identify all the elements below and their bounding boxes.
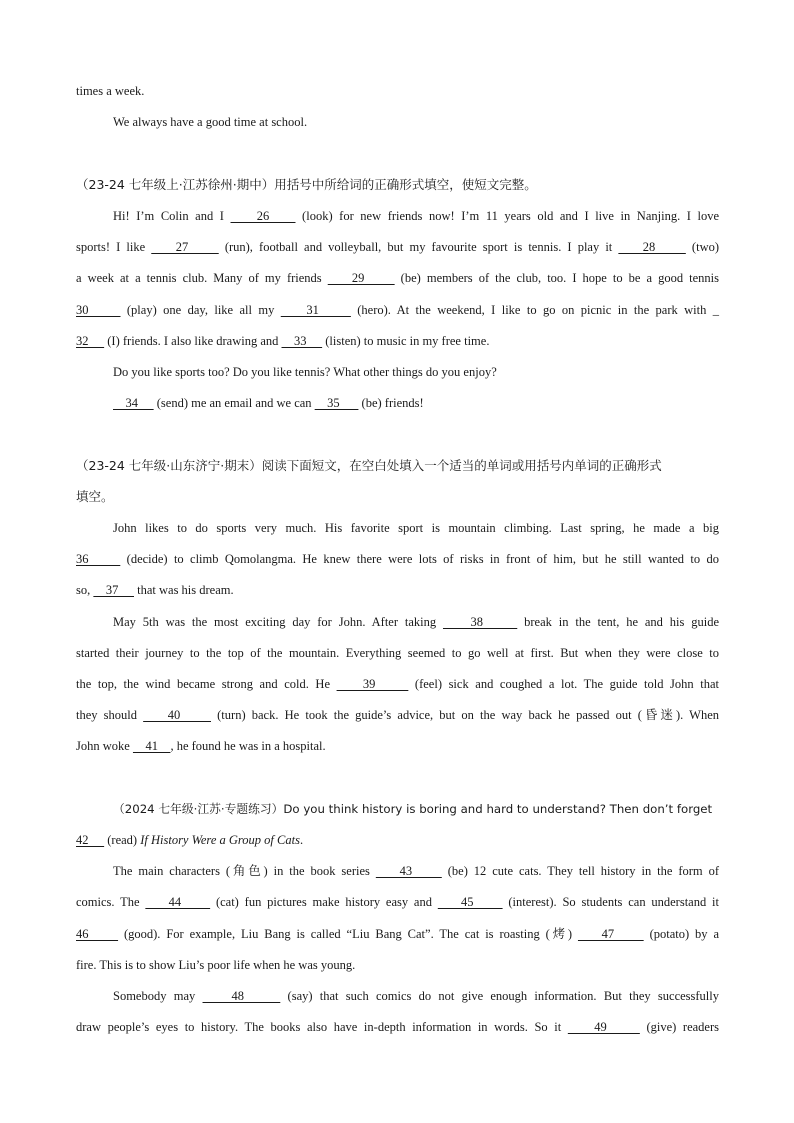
text-line: draw people’s eyes to history. The books also have in-depth information in words. So it 49 (give) readers — [76, 1020, 719, 1034]
text-line: comics. The 44 (cat) fun pictures make history easy and 45 (interest). So students can understand it — [76, 895, 719, 909]
text-line: sports! I like 27 (run), football and volleyball, but my favourite sport is tennis. I play it 28 (two) — [76, 240, 720, 254]
text-line: so, 37 that was his dream. — [76, 583, 234, 597]
answer-blank[interactable]: 33 — [281, 334, 323, 348]
section-heading: （2024 七年级·江苏·专题练习）Do you think history is boring and hard to understand? Then don’t forget — [113, 802, 713, 816]
answer-blank[interactable]: 42 — [76, 833, 105, 847]
text-line: 36 (decide) to climb Qomolangma. He knew there were lots of risks in front of him, but he still wanted to do — [76, 552, 719, 566]
text-line: John woke 41 , he found he was in a hospital. — [76, 739, 326, 753]
answer-blank[interactable]: 28 — [618, 240, 686, 254]
text-line: started their journey to the top of the mountain. Everything seemed to go well at first. But when they were close to — [76, 646, 719, 660]
answer-blank[interactable]: 36 — [76, 552, 121, 566]
book-title: If History Were a Group of Cats — [140, 833, 300, 847]
text-line: The main characters (角色) in the book series 43 (be) 12 cute cats. They tell history in the form of — [113, 864, 719, 878]
answer-blank[interactable]: 46 — [76, 927, 119, 941]
text-line: a week at a tennis club. Many of my friends 29 (be) members of the club, too. I hope to be a good tennis — [76, 271, 719, 285]
answer-blank[interactable]: 44 — [145, 895, 211, 909]
text-line: the top, the wind became strong and cold. He 39 (feel) sick and coughed a lot. The guide told John that — [76, 677, 720, 691]
answer-blank[interactable]: 35 — [314, 396, 359, 410]
answer-blank[interactable]: 31 — [280, 303, 351, 317]
answer-blank[interactable]: 26 — [230, 209, 296, 223]
answer-blank[interactable]: 38 — [442, 615, 518, 629]
text-line: 32 (I) friends. I also like drawing and 33 (listen) to music in my free time. — [76, 334, 490, 348]
answer-blank[interactable]: 27 — [151, 240, 219, 254]
answer-blank[interactable]: 39 — [336, 677, 409, 691]
answer-blank[interactable]: 30 — [76, 303, 121, 317]
text-line: 34 (send) me an email and we can 35 (be) friends! — [113, 396, 424, 410]
text-line: 46 (good). For example, Liu Bang is called “Liu Bang Cat”. The cat is roasting (烤) 47 (potato) by a — [76, 927, 720, 941]
answer-blank[interactable]: 43 — [375, 864, 442, 878]
text-line: fire. This is to show Liu’s poor life when he was young. — [76, 958, 356, 972]
text-line: they should 40 (turn) back. He took the guide’s advice, but on the way back he passed out (昏迷). When — [76, 708, 720, 722]
text-line: 30 (play) one day, like all my 31 (hero). At the weekend, I like to go on picnic in the park with _ — [76, 303, 720, 317]
answer-blank[interactable]: 41 — [132, 739, 171, 753]
text-line: Hi! I’m Colin and I 26 (look) for new friends now! I’m 11 years old and I live in Nanjing. I love — [113, 209, 719, 223]
answer-blank[interactable]: 37 — [93, 583, 134, 597]
answer-blank[interactable]: 34 — [113, 396, 154, 410]
text-line: Do you like sports too? Do you like tennis? What other things do you enjoy? — [113, 365, 497, 379]
text-line: John likes to do sports very much. His favorite sport is mountain climbing. Last spring, he made a big — [113, 521, 719, 535]
text-line: Somebody may 48 (say) that such comics do not give enough information. But they successfully — [113, 989, 719, 1003]
section-heading: （23-24 七年级·山东济宁·期末）阅读下面短文，在空白处填入一个适当的单词或用括号内单词的正确形式 — [76, 458, 662, 473]
text-line: We always have a good time at school. — [113, 115, 308, 129]
section-heading: 填空。 — [76, 489, 114, 504]
answer-blank[interactable]: 47 — [577, 927, 644, 941]
text-line: May 5th was the most exciting day for John. After taking 38 break in the tent, he and his guide — [113, 615, 720, 629]
text-line: 42 (read) If History Were a Group of Cats. — [76, 833, 304, 847]
answer-blank[interactable]: 40 — [143, 708, 211, 722]
answer-blank[interactable]: 48 — [202, 989, 281, 1003]
text-line: times a week. — [76, 84, 145, 98]
answer-blank[interactable]: 29 — [327, 271, 395, 285]
section-heading: （23-24 七年级上·江苏徐州·期中）用括号中所给词的正确形式填空，使短文完整。 — [76, 177, 537, 192]
answer-blank[interactable]: 49 — [567, 1020, 640, 1034]
answer-blank[interactable]: 32 — [76, 334, 105, 348]
answer-blank[interactable]: 45 — [437, 895, 503, 909]
